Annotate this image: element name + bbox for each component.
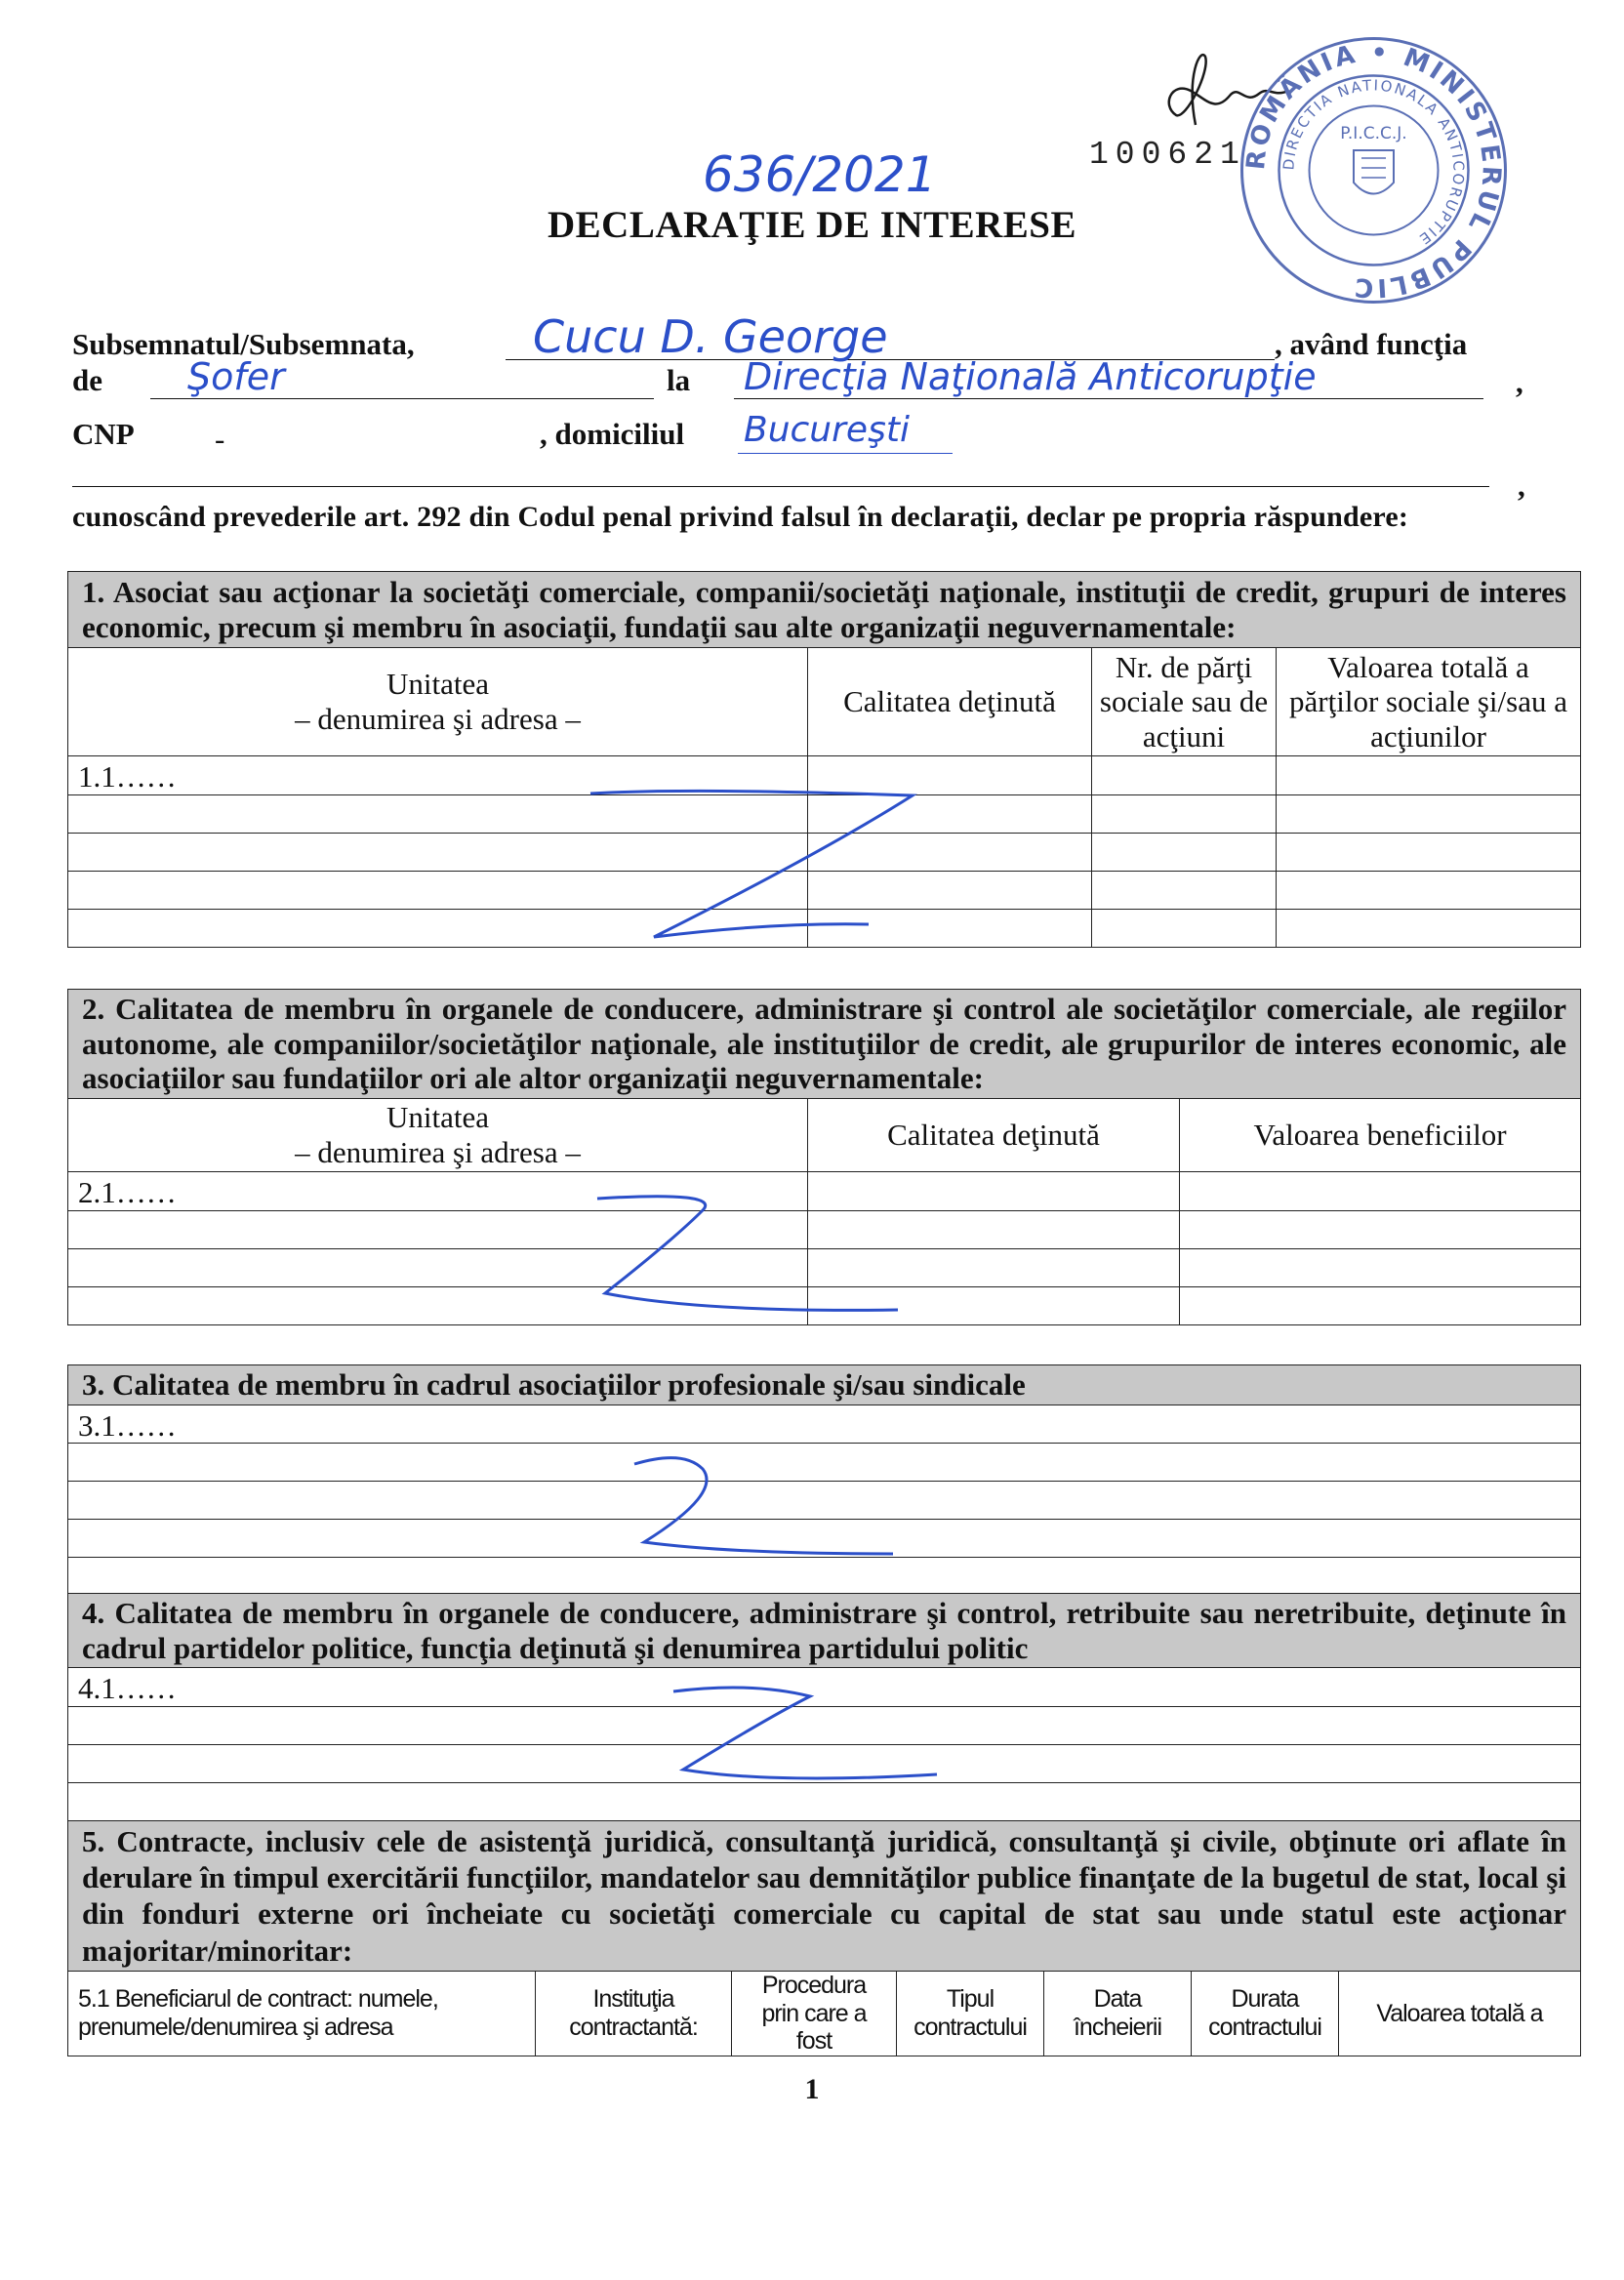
registration-number-handwritten: 636/2021 [703, 146, 937, 203]
s5-col-data: Data încheierii [1044, 1971, 1192, 2056]
table-cell[interactable] [68, 1782, 1581, 1820]
table-cell[interactable] [1180, 1171, 1581, 1210]
section-2-table [67, 989, 1581, 1325]
section-3-title: 3. Calitatea de membru în cadrul asociaţiilor profesionale şi/sau sindicale [68, 1365, 1581, 1405]
s2-col-calitatea: Calitatea deţinută [808, 1098, 1180, 1171]
table-cell[interactable] [808, 1171, 1180, 1210]
section-1-table [67, 571, 1581, 948]
section-4-title: 4. Calitatea de membru în organele de conducere, administrare şi control, retribuite sau neretribuite, deţinute în cadrul partidelor politice, funcţia deţinută şi denumirea partidului politic [68, 1594, 1581, 1668]
stamp-inner-text: P.I.C.C.J. [1340, 124, 1407, 143]
function-value: Şofer [187, 355, 285, 398]
s5-col-beneficiar: 5.1 Beneficiarul de contract: numele, prenumele/denumirea şi adresa [68, 1971, 536, 2056]
institution-field[interactable] [734, 355, 1483, 399]
section-1-title: 1. Asociat sau acţionar la societăţi comerciale, companii/societăţi naţionale, instituţii de credit, grupuri de interes economic, precum şi membru în asociaţii, fundaţii sau alte organizaţii neguvernamentale: [68, 572, 1581, 648]
de-label: de [72, 363, 102, 397]
section-4-table [67, 1593, 1581, 1821]
subsemnatul-label: Subsemnatul/Subsemnata, [72, 327, 415, 361]
s1-row-label: 1.1…… [68, 756, 808, 795]
s4-row-label: 4.1…… [68, 1668, 1581, 1707]
table-cell[interactable] [1180, 1210, 1581, 1248]
table-cell[interactable] [68, 1248, 808, 1286]
document-title: DECLARAŢIE DE INTERESE [548, 204, 1076, 246]
table-cell[interactable] [68, 1520, 1581, 1558]
table-cell[interactable] [1277, 756, 1581, 795]
domicile-value: Bucureşti [744, 410, 910, 450]
s3-row-label: 3.1…… [68, 1405, 1581, 1444]
table-cell[interactable] [808, 1210, 1180, 1248]
table-cell[interactable] [1277, 794, 1581, 833]
table-cell[interactable] [68, 1706, 1581, 1744]
table-cell[interactable] [68, 1482, 1581, 1520]
table-cell[interactable] [808, 1248, 1180, 1286]
s1-col-nr-parti: Nr. de părţi sociale sau de acţiuni [1092, 648, 1277, 756]
section-2-title: 2. Calitatea de membru în organele de conducere, administrare şi control ale societăţilor comerciale, ale regiilor autonome, ale companiilor/societăţilor naţionale, ale instituţiilor de credit, ale grupurilor de interes economic, ale asociaţiilor sau fundaţiilor ori ale altor organizaţii neguvernamentale: [68, 990, 1581, 1099]
table-cell[interactable] [808, 1286, 1180, 1324]
stamp-mid-text: DIRECTIA NATIONALA ANTICORUPTIE [1279, 76, 1468, 249]
page-number: 1 [804, 2073, 820, 2105]
table-cell[interactable] [808, 833, 1092, 871]
avand-functia-label: , având funcţia [1275, 327, 1468, 361]
table-cell[interactable] [1092, 756, 1277, 795]
cnp-value: - [215, 422, 225, 456]
table-cell[interactable] [1092, 909, 1277, 947]
section-5-table [67, 1820, 1581, 2056]
coat-of-arms-icon [1354, 150, 1394, 194]
institution-value: Direcţia Naţională Anticorupţie [744, 355, 1317, 398]
table-cell[interactable] [1277, 909, 1581, 947]
registration-number-stamped: 100621 [1089, 137, 1246, 173]
table-cell[interactable] [68, 909, 808, 947]
s1-col-calitatea: Calitatea deţinută [808, 648, 1092, 756]
table-cell[interactable] [1277, 833, 1581, 871]
table-cell[interactable] [808, 794, 1092, 833]
table-cell[interactable] [68, 1210, 808, 1248]
s2-row-label: 2.1…… [68, 1171, 808, 1210]
table-cell[interactable] [68, 1558, 1581, 1596]
section-3-table [67, 1364, 1581, 1596]
table-cell[interactable] [68, 794, 808, 833]
function-field[interactable] [150, 355, 654, 399]
s2-col-unitatea: Unitatea – denumirea şi adresa – [68, 1098, 808, 1171]
s5-col-tipul: Tipul contractului [897, 1971, 1044, 2056]
s1-col-unitatea: Unitatea – denumirea şi adresa – [68, 648, 808, 756]
name-value: Cucu D. George [533, 310, 888, 363]
table-cell[interactable] [808, 871, 1092, 909]
document-page: 636/2021 100621 ROMÂNIA • MINISTERUL PUBLIC DIRECTIA NATIONALA ANTICORUPTIE P.I.C.C.J. DECLARAŢIE DE INTERESE Subsemnatul/Subsemnata, Cucu D. George , având funcţia de Şofer la Direcţia Naţională Anticorupţie , CNP - , domiciliul Bucureşti , cunoscând prevederile art. 292 din Codul penal privind falsul în declaraţii, declar pe propria răspundere: 1. Asociat sau acţionar la societăţi comerciale, companii/societăţi naţionale, instituţii de credit, grupuri de interes economic, precum şi membru în asociaţii, fundaţii sau alte organizaţii neguvernamentale: Unitatea – denumirea şi adresa – Calitatea deţinută Nr. de părţi sociale sau de acţiuni Valoarea totală a părţilor sociale şi/sau a acţiunilor 1.1…… 2. Calitatea de membru în organele de conducere, administrare şi control ale societăţilor comerciale, ale regiilor autonome, ale companiilor/societăţilor naţionale, ale instituţiilor de credit, ale grupurilor de interes economic, ale asociaţiilor sau fundaţiilor ori ale altor organizaţii neguvernamentale: Unitatea – denumirea şi adresa – Calitatea deţinută Valoarea beneficiilor 2.1…… 3. Calitatea de membru în cadrul asociaţiilor profesionale şi/sau sindicale 3.1…… 4. Calitatea de membru în organele de conducere, administrare şi control, retribuite sau neretribuite, deţinute în cadrul partidelor politice, funcţia deţinută şi denumirea partidului politic 4.1…… 5. Contracte, inclusiv cele de asistenţă juridică, consultanţă juridică, consultanţă şi civile, obţinute ori aflate în derulare în timpul exercitării funcţiilor, mandatelor sau demnităţilor publice finanţate de la bugetul de stat, local şi din fonduri externe ori încheiate cu societăţi comerciale cu capital de stat sau unde statul este acţionar majoritar/minoritar: 5.1 Beneficiarul de contract: numele, prenumele/denumirea şi adresa Instituţia contractantă: Procedura prin care a fost Tipul contractului Data încheierii Durata contractului Valoarea totală a 1 [0, 0, 1624, 2280]
table-cell[interactable] [808, 909, 1092, 947]
table-cell[interactable] [1092, 871, 1277, 909]
la-label: la [667, 363, 691, 397]
domicile-field[interactable] [738, 410, 953, 454]
section-5-title: 5. Contracte, inclusiv cele de asistenţă juridică, consultanţă juridică, consultanţă şi civile, obţinute ori aflate în derulare în timpul exercitării funcţiilor, mandatelor sau demnităţilor publice finanţate de la bugetul de stat, local şi din fonduri externe ori încheiate cu societăţi comerciale cu capital de stat sau unde statul este acţionar majoritar/minoritar: [68, 1821, 1581, 1972]
table-cell[interactable] [1277, 871, 1581, 909]
official-stamp [1235, 31, 1513, 309]
s2-col-valoarea-beneficiilor: Valoarea beneficiilor [1180, 1098, 1581, 1171]
table-cell[interactable] [1092, 833, 1277, 871]
name-field[interactable] [506, 310, 1275, 363]
table-cell[interactable] [68, 1286, 808, 1324]
stamp-outer-text: ROMÂNIA • MINISTERUL PUBLIC [1241, 38, 1506, 303]
table-cell[interactable] [1180, 1286, 1581, 1324]
table-cell[interactable] [68, 1444, 1581, 1482]
s1-col-valoarea: Valoarea totală a părţilor sociale şi/sau a acţiunilor [1277, 648, 1581, 756]
table-cell[interactable] [1180, 1248, 1581, 1286]
s5-col-institutia: Instituţia contractantă: [536, 1971, 732, 2056]
statement-text: cunoscând prevederile art. 292 din Codul penal privind falsul în declaraţii, declar pe propria răspundere: [72, 501, 1409, 533]
s5-col-valoarea: Valoarea totală a [1339, 1971, 1581, 2056]
cnp-label: CNP [72, 417, 135, 451]
table-cell[interactable] [68, 871, 808, 909]
table-cell[interactable] [808, 756, 1092, 795]
table-cell[interactable] [68, 833, 808, 871]
table-cell[interactable] [68, 1744, 1581, 1782]
table-cell[interactable] [1092, 794, 1277, 833]
s5-col-durata: Durata contractului [1192, 1971, 1339, 2056]
s5-col-procedura: Procedura prin care a fost [732, 1971, 897, 2056]
domiciliul-label: , domiciliul [540, 417, 685, 451]
address-continuation-line[interactable] [72, 449, 1489, 487]
